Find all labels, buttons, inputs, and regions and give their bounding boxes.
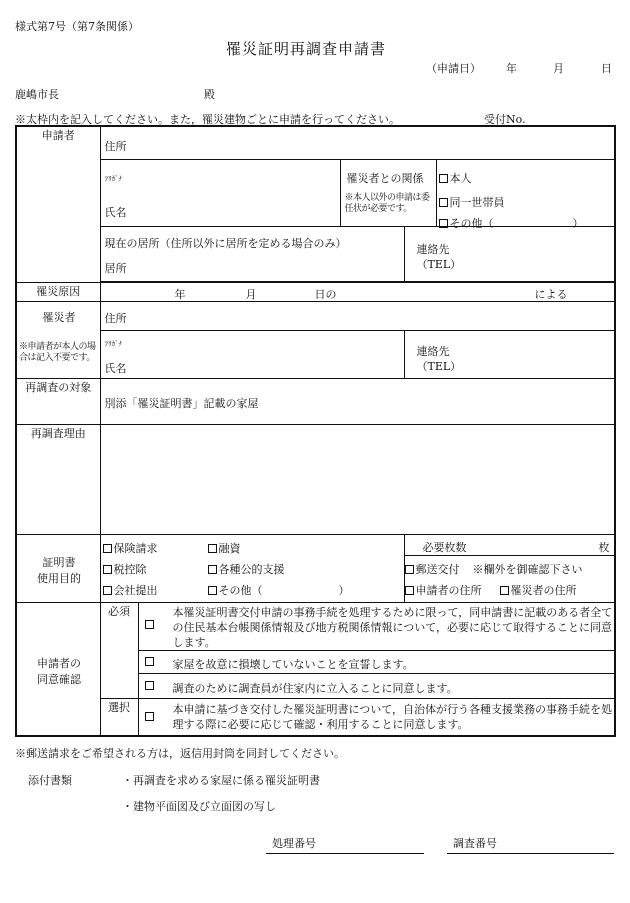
target-label-cell: 再調査の対象 (16, 378, 100, 424)
target-value: 別添「罹災証明書」記載の家屋 (104, 396, 259, 410)
relation-self-option[interactable]: 本人 (439, 170, 472, 186)
victim-label: 罹災者 (42, 310, 76, 324)
reason-label-cell: 再調査理由 (16, 424, 100, 534)
checkbox[interactable] (103, 544, 112, 553)
purpose-options (100, 534, 404, 602)
checkbox[interactable] (405, 565, 414, 574)
processing-number-label: 処理番号 (272, 837, 316, 850)
required-label-cell: 必須 (100, 602, 138, 698)
applicant-address-label: 住所 (104, 140, 127, 153)
checkbox[interactable] (145, 712, 154, 721)
target-field (100, 378, 615, 424)
copies-label: 必要枚数 (422, 540, 467, 554)
victim-contact-label: 連絡先 (416, 344, 450, 358)
checkbox[interactable] (500, 586, 509, 595)
purpose-insurance-option[interactable]: 保険請求 (103, 540, 158, 556)
purpose-label-line1: 証明書 (42, 555, 76, 569)
purpose-label-cell (16, 534, 100, 602)
relation-options (436, 159, 615, 230)
applicant-contact-field[interactable] (404, 226, 615, 281)
relation-other-option[interactable]: その他（ (439, 215, 494, 231)
mail-to-victim-option[interactable]: 罹災者の住所 (500, 582, 577, 598)
checkbox[interactable] (208, 586, 217, 595)
checkbox[interactable] (439, 198, 448, 207)
checkbox[interactable] (208, 565, 217, 574)
addressee: 鹿嶋市長 (15, 88, 59, 101)
victim-contact-field[interactable] (404, 330, 615, 378)
copies-unit: 枚 (598, 540, 610, 554)
cause-by-label: による (534, 287, 568, 301)
applicant-tel-label: （TEL） (416, 257, 462, 271)
consent-item-2-text: 家屋を故意に損壊していないことを宣誓します。 (172, 657, 414, 671)
mail-to-applicant-option[interactable]: 申請者の住所 (405, 582, 482, 598)
victim-furigana-label: ﾌﾘｶﾞﾅ (104, 339, 122, 348)
purpose-other-close: ） (338, 583, 350, 597)
purpose-tax-option[interactable]: 税控除 (103, 561, 147, 577)
checkbox[interactable] (145, 657, 154, 666)
consent-item-3[interactable] (139, 674, 615, 698)
consent-item-4[interactable] (138, 698, 615, 736)
consent-item-3-text: 調査のために調査員が住家内に立入ることに同意します。 (172, 681, 458, 695)
purpose-public-option[interactable]: 各種公的支援 (208, 561, 285, 577)
application-form (15, 125, 616, 737)
relation-label: 罹災者との関係 (346, 171, 424, 185)
consent-item-2[interactable] (139, 651, 615, 674)
cause-field[interactable] (100, 282, 615, 301)
relation-note: ※本人以外の申請は委任状が必要です。 (344, 192, 430, 214)
cause-label-cell: 罹災原因 (16, 282, 100, 301)
applicant-name-field[interactable] (100, 159, 340, 226)
checkbox[interactable] (145, 620, 154, 629)
optional-label-cell: 選択 (100, 698, 138, 736)
checkbox[interactable] (439, 174, 448, 183)
victim-name-field[interactable] (100, 330, 404, 378)
checkbox[interactable] (145, 681, 154, 690)
survey-number-field[interactable] (447, 834, 614, 854)
attachment-2: ・建物平面図及び立面図の写し (122, 800, 276, 813)
mail-request-note: ※郵送請求をご希望される方は，返信用封筒を同封してください。 (15, 747, 345, 760)
application-date-label: （申請日） (426, 62, 481, 75)
reason-field[interactable] (100, 424, 615, 534)
consent-item-1-text: 本罹災証明書交付申請の事務手続を処理するために限って，同申請書に記載のある者全ての住民基本台帳関係情報及び地方税関係情報について，必要に応じて取得することに同意します。 (172, 605, 613, 649)
cause-month-label: 月 (245, 287, 257, 301)
receipt-number-label: 受付No. (484, 113, 526, 126)
purpose-company-option[interactable]: 会社提出 (103, 582, 158, 598)
applicant-residence-field[interactable] (100, 226, 404, 281)
checkbox[interactable] (103, 565, 112, 574)
consent-label-line1: 申請者の (37, 656, 81, 670)
survey-number-label: 調査番号 (453, 837, 497, 850)
consent-label-cell (16, 602, 100, 736)
processing-number-field[interactable] (266, 834, 424, 854)
cause-day-label: 日の (314, 287, 337, 301)
date-year-label: 年 (506, 62, 517, 75)
relation-household-option[interactable]: 同一世帯員 (439, 194, 505, 210)
honorific: 殿 (204, 88, 215, 101)
victim-label-cell (16, 301, 100, 378)
form-number: 様式第7号（第7条関係） (15, 20, 139, 33)
copies-and-mail (404, 534, 615, 602)
residence-label: 居所 (104, 261, 127, 275)
purpose-label-line2: 使用目的 (37, 571, 81, 585)
relation-other-close: ） (572, 216, 584, 230)
checkbox[interactable] (208, 544, 217, 553)
applicant-section-label: 申請者 (16, 126, 100, 282)
residence-note: 現在の居所（住所以外に居所を定める場合のみ） (104, 236, 347, 250)
purpose-finance-option[interactable]: 融資 (208, 540, 241, 556)
mail-option[interactable]: 郵送交付 (405, 561, 460, 577)
consent-label-line2: 同意確認 (37, 672, 81, 686)
purpose-other-option[interactable]: その他（ (208, 582, 263, 598)
consent-item-1[interactable] (139, 603, 615, 651)
checkbox[interactable] (103, 586, 112, 595)
date-month-label: 月 (553, 62, 564, 75)
applicant-furigana-label: ﾌﾘｶﾞﾅ (104, 174, 122, 183)
relation-label-cell (340, 159, 436, 226)
date-day-label: 日 (601, 62, 612, 75)
applicant-address-field[interactable] (100, 126, 615, 159)
attachment-1: ・再調査を求める家屋に係る罹災証明書 (122, 774, 320, 787)
victim-address-label: 住所 (104, 311, 127, 325)
page-title: 罹災証明再調査申請書 (226, 40, 387, 58)
applicant-contact-label: 連絡先 (416, 242, 450, 256)
victim-note: ※申請者が本人の場合は記入不要です。 (19, 341, 96, 363)
cause-year-label: 年 (174, 287, 186, 301)
victim-address-field[interactable] (100, 301, 615, 330)
consent-item-4-text: 本申請に基づき交付した罹災証明書について，自治体が行う各種支援業務の事務手続を処理する際に必要に応じて確認・利用することに同意します。 (172, 702, 613, 731)
checkbox[interactable] (405, 586, 414, 595)
instruction-note: ※太枠内を記入してください。また，罹災建物ごとに申請を行ってください。 (15, 113, 400, 126)
victim-name-label: 氏名 (104, 361, 127, 375)
victim-tel-label: （TEL） (416, 359, 462, 373)
applicant-name-label: 氏名 (104, 205, 127, 219)
attachments-label: 添付書類 (28, 774, 72, 787)
required-consents (138, 602, 615, 698)
copies-row[interactable] (405, 535, 615, 556)
mail-note: ※欄外を御確認下さい (472, 562, 583, 576)
